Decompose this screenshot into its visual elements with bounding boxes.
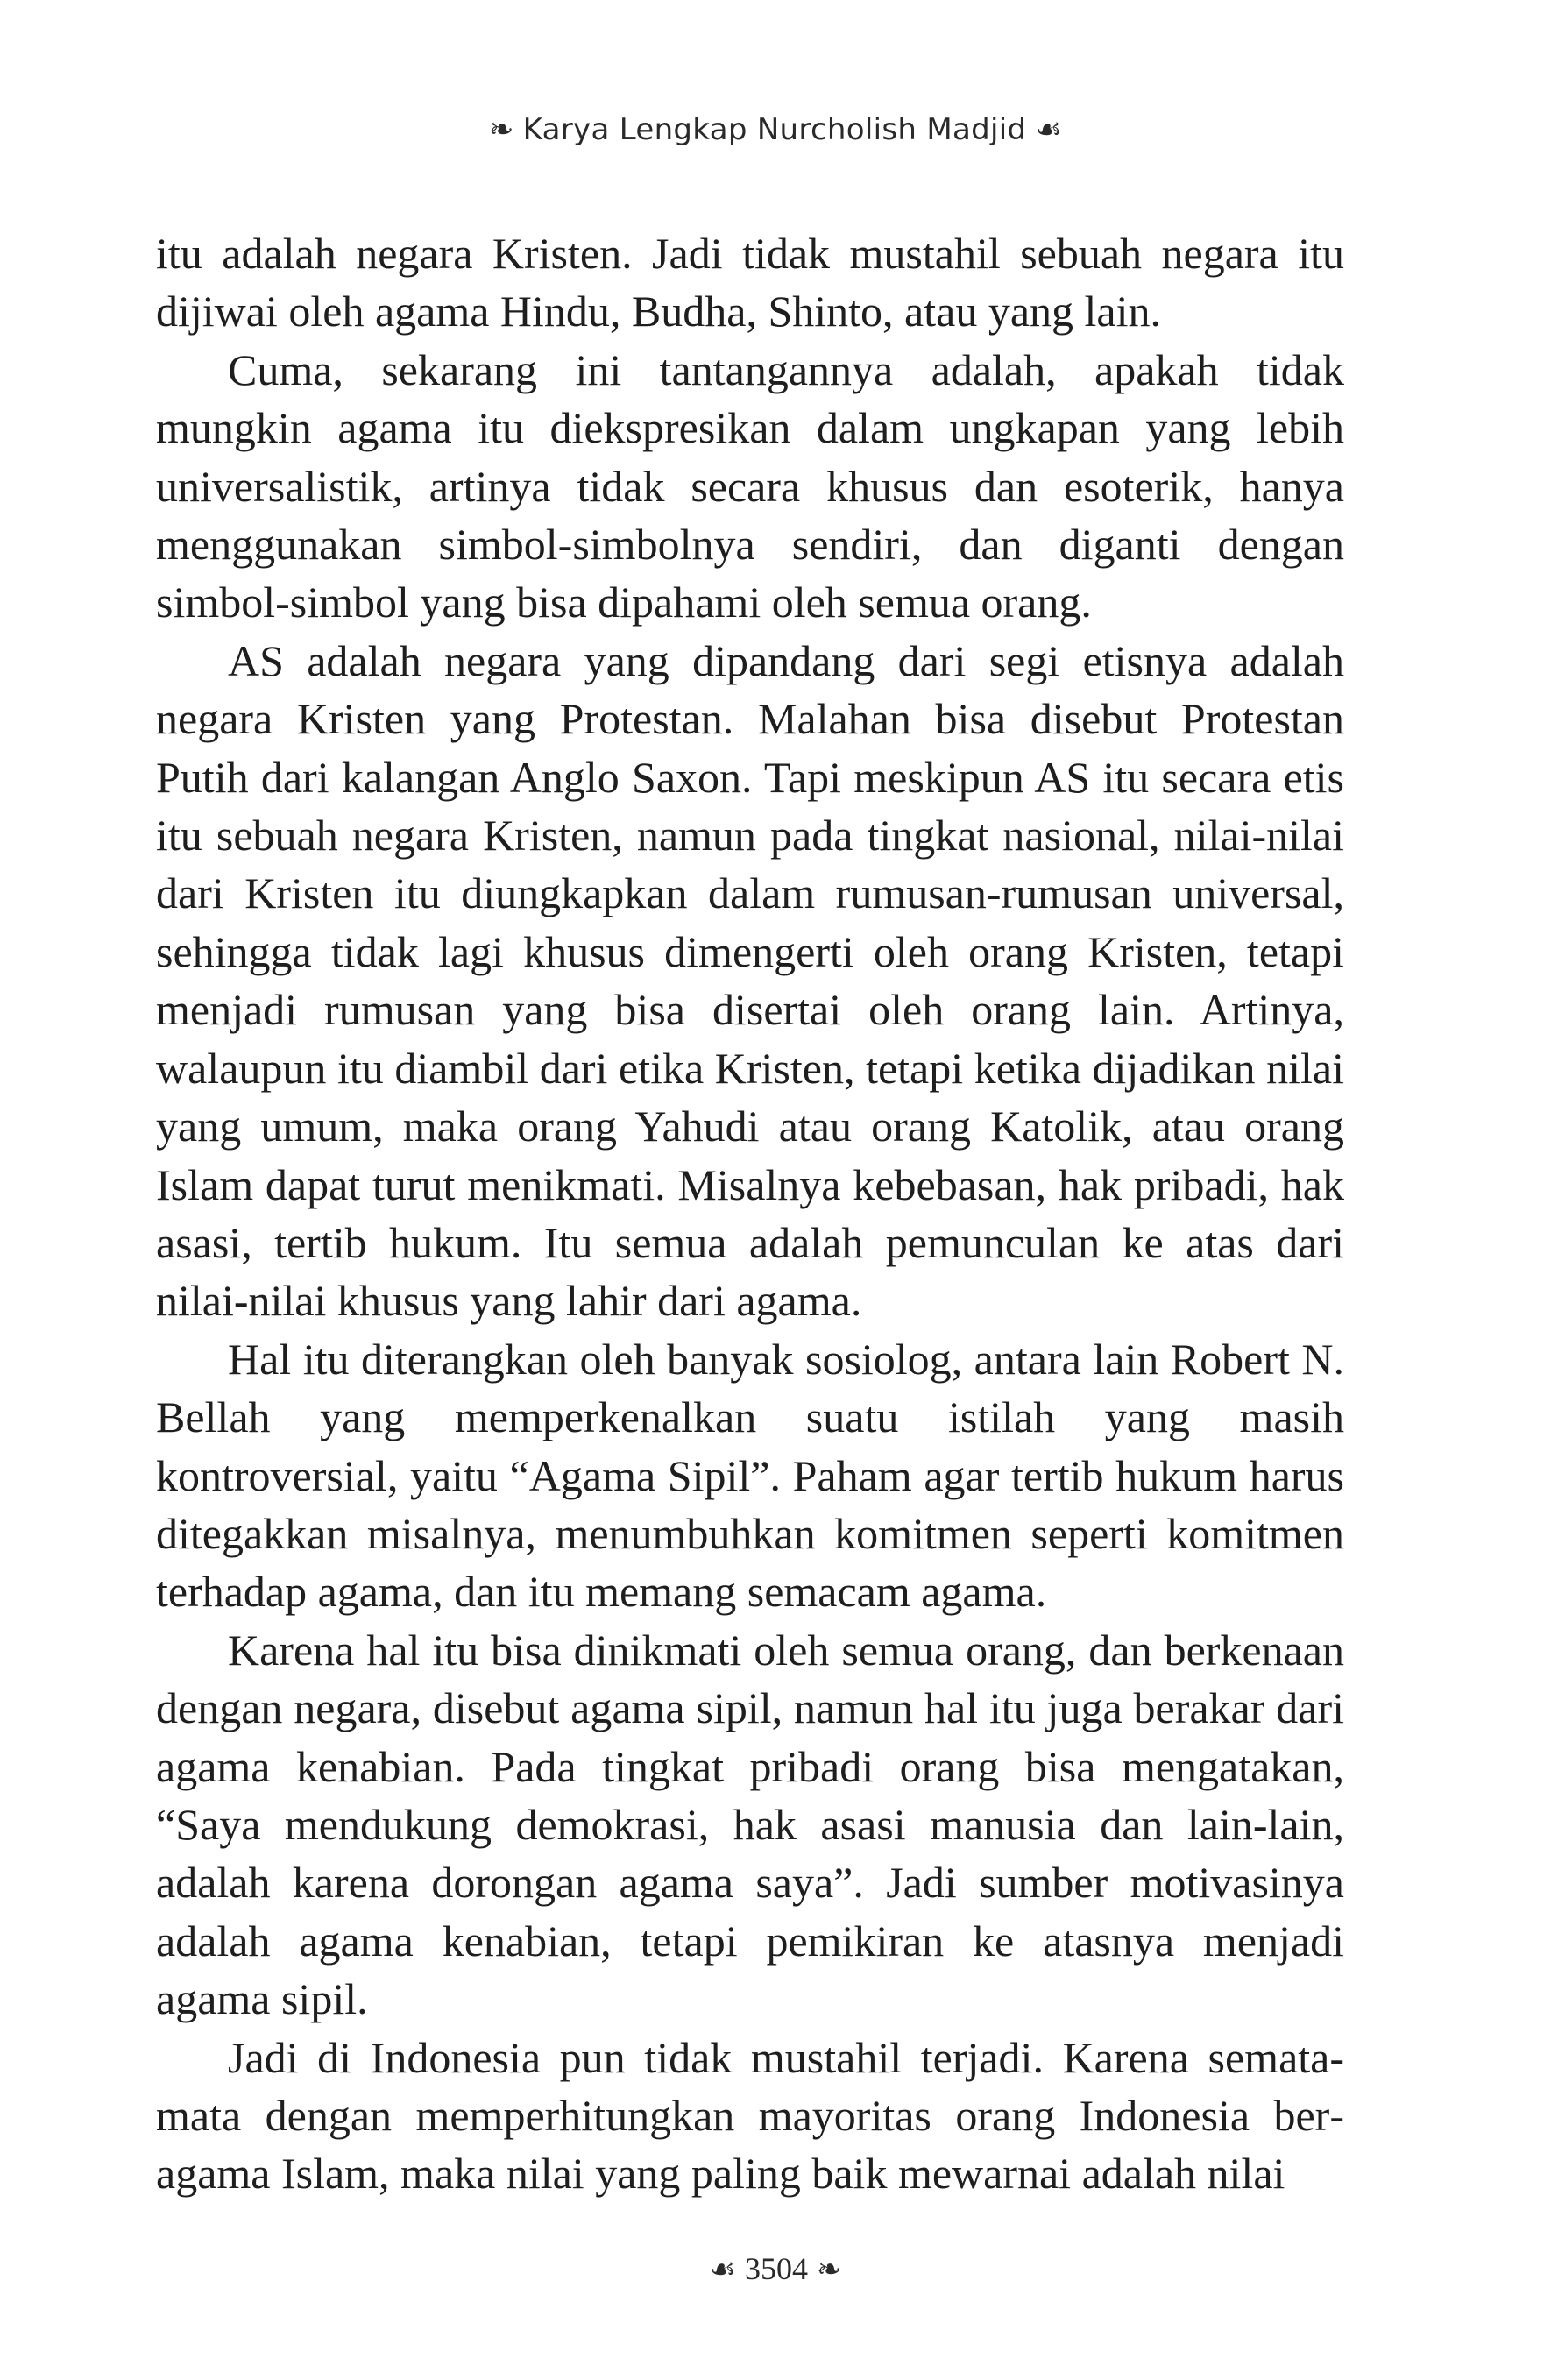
paragraph-1: itu adalah negara Kristen. Jadi tidak mustahil sebuah negara itu dijiwai oleh agama Hindu, Budha, Shinto, atau yang lain.	[156, 229, 1344, 336]
ornament-right-icon: ☙	[1035, 112, 1063, 147]
paragraph-3: AS adalah negara yang dipandang dari segi etisnya adalah negara Kristen yang Protestan. Malahan bisa disebut Protestan Putih dari kalangan Anglo Saxon. Tapi meskipun AS itu secara etis itu sebuah negara Kristen, namun pada tingkat nasional, nilai-nilai dari Kristen itu diungkapkan dalam rumusan-rumusan universal, sehingga tidak lagi khusus dimengerti oleh orang Kristen, tetapi menjadi rumusan yang bisa disertai oleh orang lain. Artinya, walaupun itu diambil dari etika Kristen, tetapi ketika dijadikan nilai yang umum, maka orang Yahudi atau orang Katolik, atau orang Islam dapat turut menikmati. Misalnya kebebasan, hak pribadi, hak asasi, tertib hukum. Itu semua adalah pemunculan ke atas dari nilai-nilai khusus yang lahir dari agama.	[156, 635, 1344, 1326]
running-header	[0, 112, 1551, 147]
page-number: 3504	[744, 2251, 808, 2286]
paragraph-2: Cuma, sekarang ini tantangannya adalah, apakah tidak mungkin agama itu diekspresikan dalam ungkapan yang lebih universalistik, artinya tidak secara khusus dan esoterik, hanya menggunakan simbol-simbolnya sendiri, dan diganti dengan simbol-simbol yang bisa dipahami oleh semua orang.	[156, 344, 1344, 627]
paragraph-5: Karena hal itu bisa dinikmati oleh semua orang, dan berkenaan dengan negara, disebut agama sipil, namun hal itu juga berakar dari agama kenabian. Pada tingkat pribadi orang bisa mengatakan, “Saya mendukung demokrasi, hak asasi manusia dan lain-lain, adalah karena dorongan agama saya”. Jadi sumber motivasinya adalah agama kenabian, tetapi pemikiran ke atasnya menjadi agama sipil.	[156, 1625, 1344, 2024]
footer-ornament-left-icon: ☙	[709, 2252, 736, 2287]
page-body	[156, 224, 1344, 2203]
book-title: Karya Lengkap Nurcholish Madjid	[522, 112, 1027, 147]
ornament-left-icon: ❧	[488, 112, 514, 147]
paragraph-4: Hal itu diterangkan oleh banyak sosiolog, antara lain Robert N. Bellah yang memperkenalkan suatu istilah yang masih kontroversial, yaitu “Agama Sipil”. Paham agar tertib hukum harus ditegakkan misalnya, menumbuhkan komitmen seperti komitmen terhadap agama, dan itu memang semacam agama.	[156, 1334, 1344, 1617]
paragraph-6: Jadi di Indonesia pun tidak mustahil terjadi. Karena semata-mata dengan memperhitungkan mayoritas orang Indonesia beragama Islam, maka nilai yang paling baik mewarnai adalah nilai	[156, 2032, 1344, 2199]
footer-ornament-right-icon: ❧	[816, 2252, 842, 2287]
page-footer	[0, 2250, 1551, 2287]
